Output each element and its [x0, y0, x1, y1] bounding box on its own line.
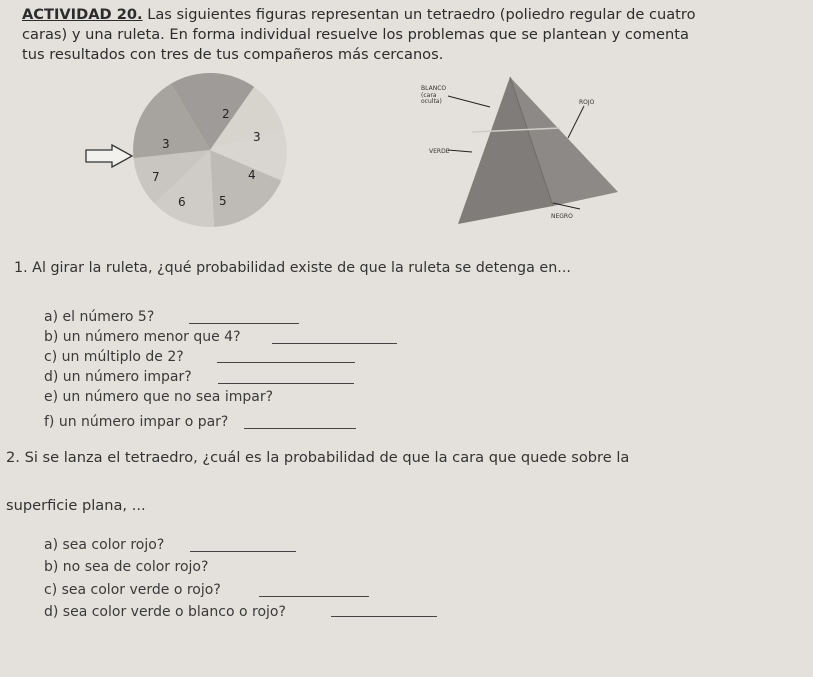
tetra-label-black: NEGRO [551, 213, 573, 220]
question-2-item-a: a) sea color rojo? [44, 537, 165, 553]
tetra-label-red: ROJO [579, 99, 595, 106]
answer-line[interactable] [217, 362, 355, 363]
question-1-item-a: a) el número 5? [44, 309, 155, 325]
wheel-number: 2 [222, 107, 230, 121]
question-1-item-d: d) un número impar? [44, 369, 192, 385]
wheel-number: 5 [219, 194, 227, 208]
question-2-item-b: b) no sea de color rojo? [44, 559, 209, 575]
answer-line[interactable] [331, 616, 437, 617]
tetra-label-white: BLANCO [421, 85, 447, 92]
leader-line [448, 96, 490, 107]
tetra-label-white-sub: (cara [421, 92, 437, 99]
leader-line [448, 150, 472, 152]
leader-line [568, 106, 584, 138]
question-1-item-e: e) un número que no sea impar? [44, 389, 274, 405]
question-1-item-c: c) un múltiplo de 2? [44, 349, 184, 365]
tetra-label-white-sub: oculta) [421, 98, 442, 105]
answer-line[interactable] [218, 383, 354, 384]
answer-line[interactable] [272, 343, 397, 344]
leader-line [553, 203, 580, 209]
answer-line[interactable] [259, 596, 369, 597]
wheel-number: 6 [178, 195, 186, 209]
question-1-item-b: b) un número menor que 4? [44, 329, 241, 345]
activity-intro-line-3: tus resultados con tres de tus compañeros más cercanos. [22, 46, 444, 63]
answer-line[interactable] [189, 323, 299, 324]
wheel-number: 3 [162, 137, 170, 151]
question-2-item-d: d) sea color verde o blanco o rojo? [44, 604, 286, 620]
tetra-label-green: VERDE [429, 148, 450, 155]
activity-label: ACTIVIDAD 20. [22, 6, 143, 23]
activity-intro-line-1-text: Las siguientes figuras representan un tetraedro (poliedro regular de cuatro [142, 6, 696, 23]
answer-line[interactable] [190, 551, 296, 552]
wheel-number: 3 [253, 130, 261, 144]
question-2-item-c: c) sea color verde o rojo? [44, 582, 221, 598]
question-2-prompt-line-2: superficie plana, ... [6, 497, 146, 514]
answer-line[interactable] [244, 428, 356, 429]
wheel-number: 7 [152, 170, 160, 184]
question-1-item-f: f) un número impar o par? [44, 414, 229, 430]
question-2-prompt-line-1: 2. Si se lanza el tetraedro, ¿cuál es la probabilidad de que la cara que quede sobre la [6, 449, 630, 466]
activity-intro-line-2: caras) y una ruleta. En forma individual resuelve los problemas que se plantean y comenta [22, 26, 689, 43]
wheel-number: 4 [248, 168, 256, 182]
question-1-prompt: 1. Al girar la ruleta, ¿qué probabilidad existe de que la ruleta se detenga en... [14, 260, 571, 276]
